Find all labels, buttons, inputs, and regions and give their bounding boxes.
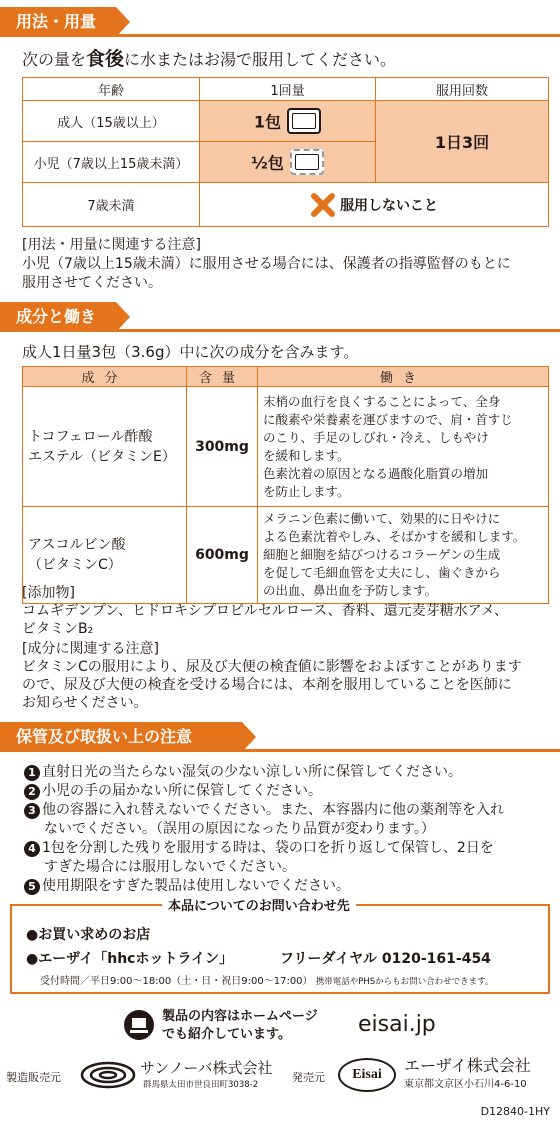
manufacturer-label: 製造販売元 [6,1071,61,1084]
usage-note-title: [用法・用量に関連する注意] [22,237,201,253]
vc-note-line: お知らせください。 [22,695,148,711]
storage-item: 1 直射日光の当たらない湿気の少ない涼しい所に保管してください。 [24,763,462,782]
age-under7: 7歳未満 [23,183,200,227]
vc-note-title: [成分に関連する注意] [22,641,159,657]
seller-label: 発売元 [292,1071,325,1084]
ingredient-name-e: トコフェロール酢酸 エステル（ビタミンE） [23,387,187,507]
storage-item: 3 他の容器に入れ替えないでください。また、本容器内に他の薬剤等を入れ [24,801,504,820]
seller-name: エーザイ株式会社 [404,1056,531,1075]
computer-icon [124,1010,154,1040]
col-age: 年齢 [23,78,200,101]
dose-child: ½包 [200,142,376,183]
ingredient-name-c: アスコルビン酸 （ビタミンC） [23,507,187,604]
web-url[interactable]: eisai.jp [358,1012,436,1037]
ingredient-action-e: 末梢の血行を良くすることによって、全身 に酸素や栄養素を運びますので、肩・首すじ のこり、手足のしびれ・冷え、しもやけ を緩和します。 色素沈着の原因となる過酸化脂質の増加 を防止します。 [258,387,549,507]
cross-icon [310,192,336,218]
col-frequency: 服用回数 [376,78,549,101]
vc-note-line: ビタミンCの服用により、尿及び大便の検査値に影響をおよぼすことがあります [22,659,522,675]
eisai-logo: Eisai [338,1058,396,1092]
storage-item: 4 1包を分割した残りを服用する時は、袋の口を折り返して保管し、2日を [24,839,494,858]
manufacturer-name: サンノーバ株式会社 [140,1059,273,1077]
ingredient-amount-e: 300mg [187,387,258,507]
usage-note-line: 小児（7歳以上15歳未満）に服用させる場合には、保護者の指導監督のもとに [22,256,511,272]
ingredients-intro: 成人1日量3包（3.6g）中に次の成分を含みます。 [22,343,359,361]
ingredient-amount-c: 600mg [187,507,258,604]
col-action: 働き [258,367,549,387]
storage-header: 保管及び取扱い上の注意 [0,722,242,752]
contact-box [10,899,550,994]
storage-item-cont: すぎた場合には服用しないでください。 [44,859,296,875]
packet-icon [287,108,321,134]
half-packet-icon [290,149,324,175]
vc-note-line: ので、尿及び大便の検査を受ける場合には、本剤を服用していることを医師に [22,677,512,693]
sannova-logo [80,1058,136,1092]
seller-address: 東京都文京区小石川4-6-10 [404,1079,527,1090]
col-dose: 1回量 [200,78,376,101]
storage-item: 5 使用期限をすぎた製品は使用しないでください。 [24,877,350,896]
additive-line: ビタミンB₂ [22,621,94,637]
contact-hours: 受付時間／平日9:00〜18:00（土・日・祝日9:00〜17:00） 携帯電話やPHSからもお問い合わせできます。 [40,976,494,987]
col-amount: 含量 [187,367,258,387]
additive-line: コムギデンプン、ヒドロキシプロピルセルロース、香料、還元麦芽糖水アメ、 [22,603,508,619]
usage-intro: 次の量を食後に水またはお湯で服用してください。 [22,48,397,70]
dose-under7: 服用しないこと [200,183,549,227]
dose-adult: 1包 [200,101,376,142]
contact-phone: フリーダイヤル 0120-161-454 [280,951,491,967]
contact-title: 本品についてのお問い合わせ先 [162,895,356,914]
ingredient-action-c: メラニン色素に働いて、効果的に日やけに よる色素沈着やしみ、そばかすを緩和します。 細胞と細胞を結びつけるコラーゲンの生成 を促して毛細血管を丈夫にし、歯ぐきから の出血、鼻出血を予防します。 [258,507,549,604]
storage-item-cont: ないでください。（誤用の原因になったり品質が変わります。） [44,821,435,837]
dosage-table [22,77,549,227]
ingredients-table [22,366,549,604]
manufacturer-address: 群馬県太田市世良田町3038-2 [143,1080,259,1090]
age-adult: 成人（15歳以上） [23,101,200,142]
usage-header: 用法・用量 [0,7,116,37]
contact-store: ●お買い求めのお店 [26,927,151,943]
additive-title: [添加物] [22,585,75,601]
frequency-value: 1日3回 [376,101,549,183]
col-ingredient: 成分 [23,367,187,387]
age-child: 小児（7歳以上15歳未満） [23,142,200,183]
usage-note-line: 服用させてください。 [22,275,162,291]
product-code: D12840-1HY [480,1105,550,1118]
storage-item: 2 小児の手の届かない所に保管してください。 [24,782,322,801]
web-notice: 製品の内容はホームページ でも紹介しています。 [162,1009,318,1042]
ingredients-header: 成分と働き [0,302,116,332]
contact-hotline: ●エーザイ「hhcホットライン」 [26,951,234,967]
